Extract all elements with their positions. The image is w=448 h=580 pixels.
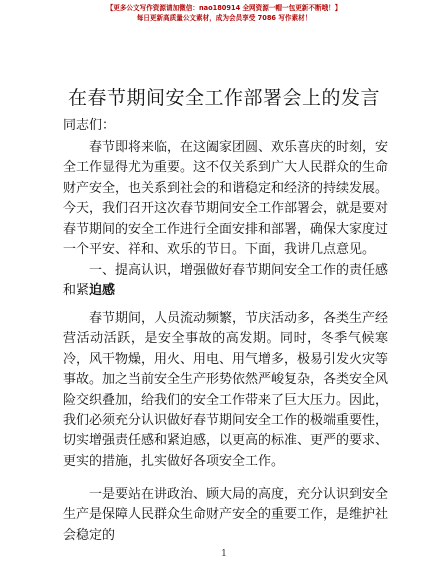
page-number: 1 <box>221 549 227 559</box>
promo-banner-line-2: 每日更新高质量公文素材，成为会员享受 7086 写作素材！ <box>136 14 312 22</box>
section-heading-1-part-1: 一、提高认识，增强做好春节期间安全工作的责任感和紧 <box>63 263 389 299</box>
section-heading-1-part-2: 迫感 <box>89 283 116 299</box>
paragraph-section-1: 春节期间，人员流动频繁，节庆活动多，各类生产经营活动活跃，是安全事故的高发期。同时，冬季气候寒冷，风干物燥，用火、用电、用气增多，极易引发火灾等事故。加之当前安全生产形势依然严峻复杂，各类安全风险交织叠加，给我们的安全工作带来了巨大压力。因此，我们必须充分认识做好春节期间安全工作的极端重要性，切实增强责任感和紧迫感，以更高的标准、更严的要求、更实的措施，扎实做好各项安全工作。 <box>63 311 389 469</box>
document-title: 在春节期间安全工作部署会上的发言 <box>67 87 380 109</box>
promo-banner <box>0 3 448 23</box>
promo-banner-line-1: 【更多公文写作资源请加微信：nao180914 全网资源一帽一包更新不断哦！】 <box>106 4 342 12</box>
paragraph-point-1: 一是要站在讲政治、顾大局的高度，充分认识到安全生产是保障人民群众生命财产安全的重要工作，是维护社会稳定的 <box>63 487 389 543</box>
greeting: 同志们： <box>63 118 116 133</box>
section-heading-1 <box>63 261 388 302</box>
paragraph-intro: 春节即将来临，在这阖家团圆、欢乐喜庆的时刻，安全工作显得尤为重要。这不仅关系到广大人民群众的生命财产安全，也关系到社会的和谐稳定和经济的持续发展。今天，我们召开这次春节期间安全工作部署会，就是要对春节期间的安全工作进行全面安排和部署，确保大家度过一个平安、祥和、欢乐的节日。下面，我讲几点意见。 <box>63 140 389 258</box>
